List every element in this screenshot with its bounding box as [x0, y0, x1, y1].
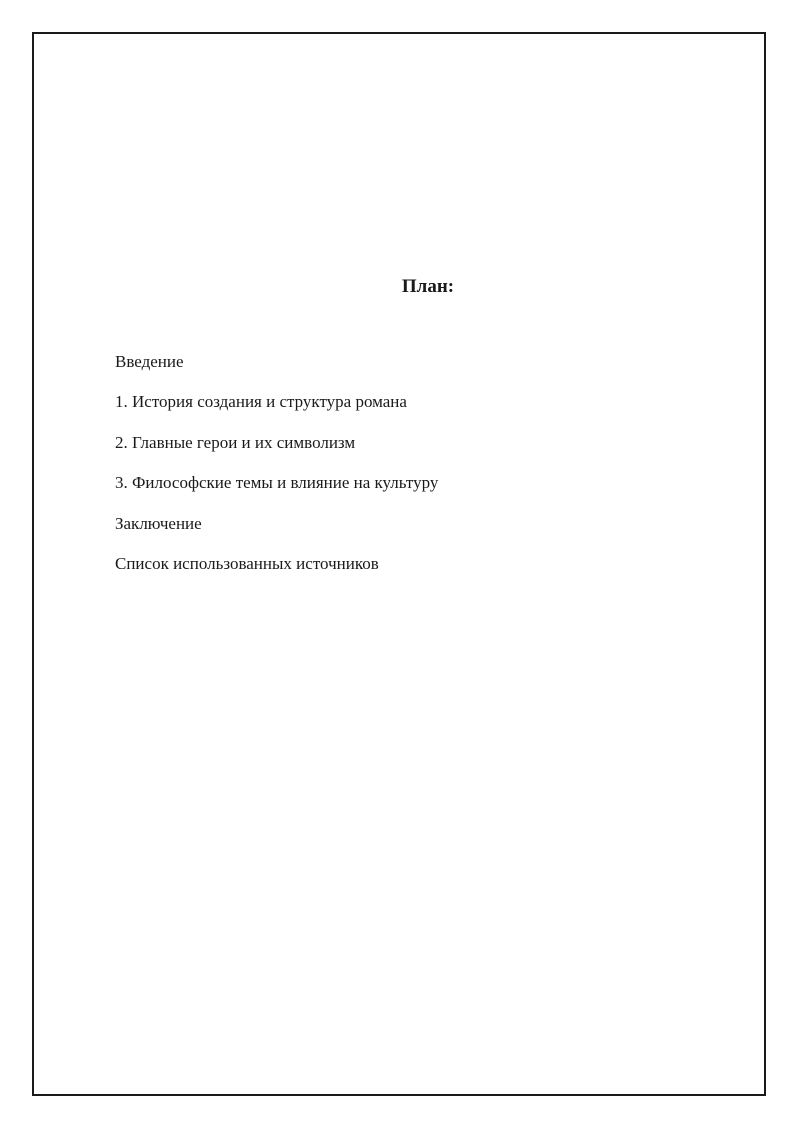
plan-item-chapter-2: 2. Главные герои и их символизм — [115, 432, 356, 452]
page-title: План: — [401, 276, 455, 297]
plan-item-introduction: Введение — [115, 352, 184, 371]
plan-item-references: Список использованных источников — [115, 553, 379, 573]
plan-item-chapter-1: 1. История создания и структура романа — [115, 392, 407, 412]
plan-list — [115, 349, 438, 591]
plan-item-chapter-3: 3. Философские темы и влияние на культуру — [115, 473, 439, 493]
plan-item-conclusion: Заключение — [115, 513, 202, 533]
